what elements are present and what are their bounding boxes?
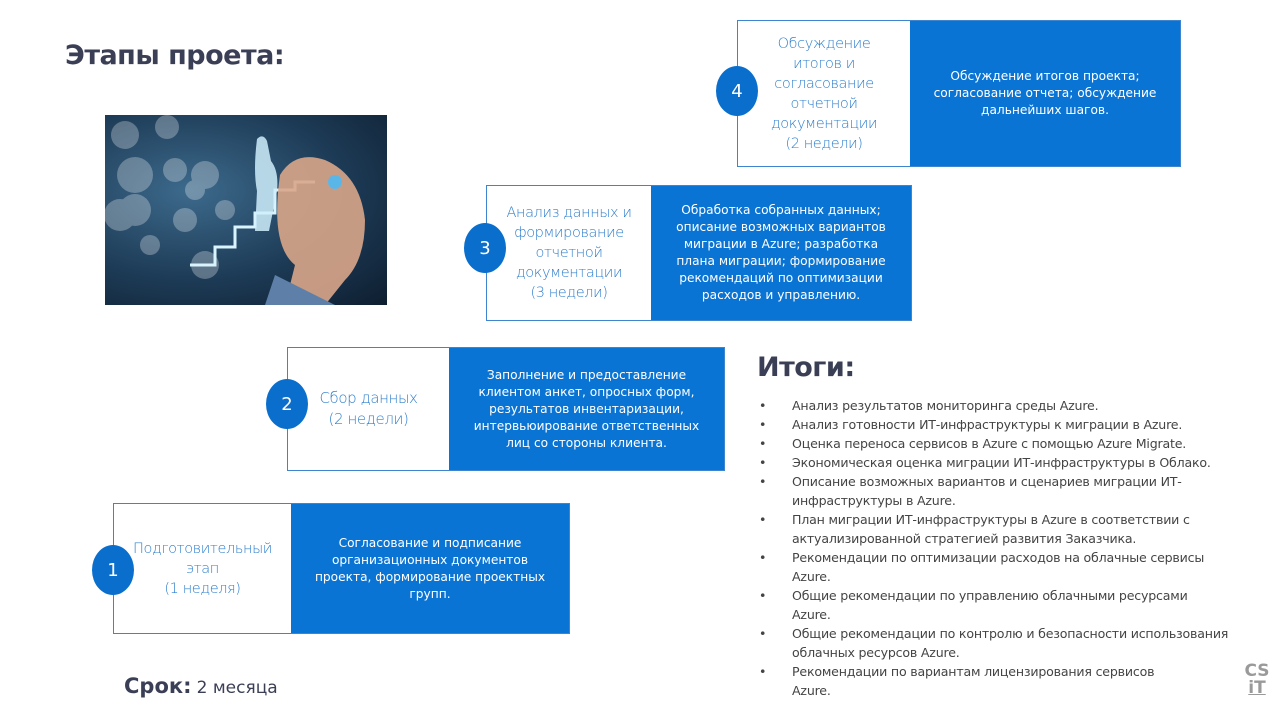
stage-3-name-line: формирование	[514, 225, 624, 241]
results-item-text: инфраструктуры в Azure.	[792, 493, 956, 508]
photo-illustration-icon	[105, 115, 387, 305]
stage-4-name-line: отчетной	[790, 95, 858, 112]
stage-3-name-line: (3 недели)	[530, 285, 608, 301]
stage-4-name-line: итогов и	[793, 55, 855, 72]
company-logo	[1242, 663, 1272, 697]
stage-2-name-line: (2 недели)	[328, 410, 409, 428]
results-item	[757, 548, 1277, 586]
stage-3	[486, 185, 912, 321]
stage-3-description-line: рекомендаций по оптимизации	[679, 271, 883, 285]
project-term	[124, 674, 278, 698]
results-item-text: Описание возможных вариантов и сценариев миграции ИТ-	[792, 474, 1182, 489]
results-item-text: Azure.	[792, 607, 831, 622]
results-item-text: Рекомендации по вариантам лицензирования сервисов	[792, 664, 1155, 679]
stage-4-name	[738, 21, 910, 166]
results-item-text: облачных ресурсов Azure.	[792, 645, 960, 660]
stage-3-number-badge: 3	[464, 223, 506, 273]
results-item	[757, 662, 1277, 700]
results-item	[757, 396, 1277, 415]
stage-1-name-line: Подготовительный	[133, 540, 272, 557]
bullet-icon: •	[759, 550, 767, 565]
bullet-icon: •	[759, 398, 767, 413]
growth-stairs-photo	[105, 115, 387, 305]
results-item	[757, 415, 1277, 434]
results-item	[757, 510, 1277, 548]
stage-4-description-line: согласование отчета; обсуждение	[933, 86, 1157, 100]
results-item-text: актуализированной стратегией развития Заказчика.	[792, 531, 1137, 546]
term-value: 2 месяца	[196, 678, 278, 698]
stage-1-number-badge: 1	[92, 545, 134, 595]
stage-2-number-badge: 2	[266, 379, 308, 429]
results-item	[757, 434, 1277, 453]
results-item	[757, 453, 1277, 472]
stage-2-description-line: результатов инвентаризации,	[489, 401, 684, 416]
stage-4-description-line: Обсуждение итогов проекта;	[950, 69, 1140, 83]
stage-1	[113, 503, 570, 634]
stage-2-description	[449, 348, 724, 470]
stage-3-description-line: миграции в Azure; разработка	[683, 237, 879, 251]
stage-3-name-line: Анализ данных и	[506, 205, 632, 221]
stage-3-description-line: описание возможных вариантов	[676, 220, 886, 234]
stage-4-name-line: документации	[770, 115, 878, 132]
results-item	[757, 586, 1277, 624]
stage-1-description-line: организационных документов	[331, 552, 529, 567]
results-title: Итоги:	[757, 352, 855, 383]
stage-3-description	[651, 186, 911, 320]
stage-3-description-line: расходов и управлению.	[701, 288, 861, 302]
stage-3-name-line: отчетной	[535, 245, 603, 261]
stage-3-description-line: Обработка собранных данных;	[681, 203, 881, 217]
results-item-text: План миграции ИТ-инфраструктуры в Azure в соответствии с	[792, 512, 1190, 527]
stage-2-description-line: лиц со стороны клиента.	[506, 435, 667, 450]
stage-1-description-line: групп.	[409, 586, 451, 601]
page-title: Этапы проета:	[65, 40, 285, 71]
stage-4-name-line: согласование	[774, 75, 874, 92]
stage-1-name-line: этап	[186, 560, 219, 577]
logo-line: CS	[1244, 661, 1270, 681]
results-item-text: Анализ готовности ИТ-инфраструктуры к миграции в Azure.	[792, 417, 1183, 432]
results-item-text: Оценка переноса сервисов в Azure с помощью Azure Migrate.	[792, 436, 1187, 451]
results-list	[757, 396, 1277, 700]
stage-4	[737, 20, 1181, 167]
stage-4-description-line: дальнейших шагов.	[981, 103, 1109, 117]
stage-4-name-line: Обсуждение	[777, 35, 871, 52]
results-item-text: Azure.	[792, 683, 831, 698]
results-item-text: Общие рекомендации по контролю и безопасности использования	[792, 626, 1229, 641]
stage-4-description	[910, 21, 1180, 166]
bullet-icon: •	[759, 512, 767, 527]
stage-1-name-line: (1 неделя)	[164, 580, 241, 597]
results-item-text: Azure.	[792, 569, 831, 584]
results-item-text: Рекомендации по оптимизации расходов на облачные сервисы	[792, 550, 1205, 565]
stage-2-description-line: Заполнение и предоставление	[486, 367, 687, 382]
stage-3-name-line: документации	[515, 265, 623, 281]
logo-line: iT	[1248, 678, 1266, 698]
bullet-icon: •	[759, 436, 767, 451]
bullet-icon: •	[759, 417, 767, 432]
stage-2-description-line: интервьюирование ответственных	[473, 418, 700, 433]
bullet-icon: •	[759, 664, 767, 679]
stage-2-name-line: Сбор данных	[319, 389, 418, 407]
bullet-icon: •	[759, 626, 767, 641]
bullet-icon: •	[759, 455, 767, 470]
stage-2-description-line: клиентом анкет, опросных форм,	[478, 384, 695, 399]
results-item	[757, 472, 1277, 510]
stage-3-description-line: плана миграции; формирование	[676, 254, 886, 268]
stage-4-name-line: (2 недели)	[785, 135, 863, 152]
stage-1-name	[114, 504, 291, 633]
stage-4-number-badge: 4	[716, 66, 758, 116]
stage-1-description-line: Согласование и подписание	[338, 535, 522, 550]
bullet-icon: •	[759, 474, 767, 489]
stage-2	[287, 347, 725, 471]
results-item	[757, 624, 1277, 662]
stage-2-name	[288, 348, 449, 470]
bullet-icon: •	[759, 588, 767, 603]
results-item-text: Экономическая оценка миграции ИТ-инфраструктуры в Облако.	[792, 455, 1211, 470]
results-item-text: Анализ результатов мониторинга среды Azure.	[792, 398, 1099, 413]
term-label: Срок:	[124, 674, 192, 698]
results-item-text: Общие рекомендации по управлению облачными ресурсами	[792, 588, 1188, 603]
stage-3-name	[487, 186, 651, 320]
stage-1-description	[291, 504, 569, 633]
stage-1-description-line: проекта, формирование проектных	[314, 569, 546, 584]
